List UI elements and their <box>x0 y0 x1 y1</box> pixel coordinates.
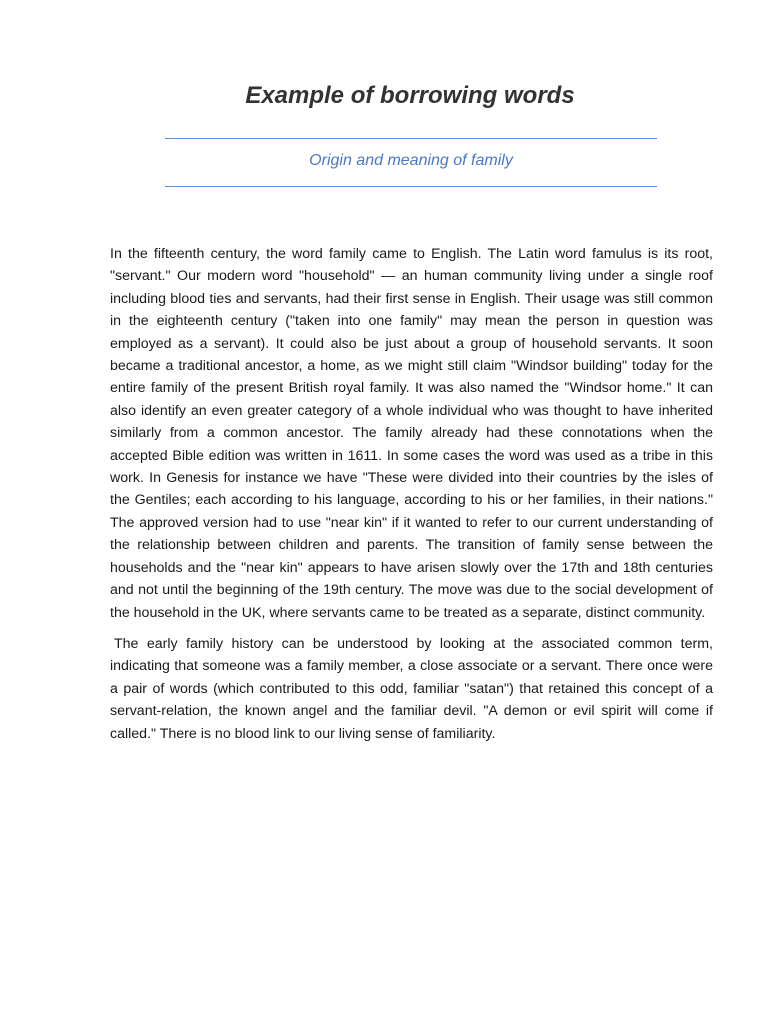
subtitle-bottom-rule <box>165 186 657 187</box>
document-body <box>110 243 713 745</box>
paragraph-2: The early family history can be understood by looking at the associated common term, indicating that someone was a family member, a close associate or a servant. There once were a pair of words (which contributed to this odd, familiar "satan") that retained this concept of a servant-relation, the known angel and the familiar devil. "A demon or evil spirit will come if called." There is no blood link to our living sense of familiarity. <box>110 635 713 742</box>
paragraph-1: In the fifteenth century, the word family came to English. The Latin word famulus is its root, "servant." Our modern word "household" — an human community living under a single roof including blood ties and servants, had their first sense in English. Their usage was still common in the eighteenth century ("taken into one family" may mean the person in question was employed as a servant). It could also be just about a group of household servants. It soon became a traditional ancestor, a home, as we might still claim "Windsor building" today for the entire family of the present British royal family. It was also named the "Windsor home." It can also identify an even greater category of a whole individual who was thought to have inherited similarly from a common ancestor. The family already had these connotations when the accepted Bible edition was written in 1611. In some cases the word was used as a tribe in this work. In Genesis for instance we have "These were divided into their countries by the isles of the Gentiles; each according to his language, according to his or her families, in their nations." The approved version had to use "near kin" if it wanted to refer to our current understanding of the relationship between children and parents. The transition of family sense between the households and the "near kin" appears to have arisen slowly over the 17th and 18th centuries and not until the beginning of the 19th century. The move was due to the social development of the household in the UK, where servants came to be treated as a separate, distinct community. <box>110 246 713 621</box>
document-subtitle: Origin and meaning of family <box>309 152 513 169</box>
subtitle-top-rule <box>165 138 657 139</box>
document-title: Example of borrowing words <box>245 82 575 109</box>
